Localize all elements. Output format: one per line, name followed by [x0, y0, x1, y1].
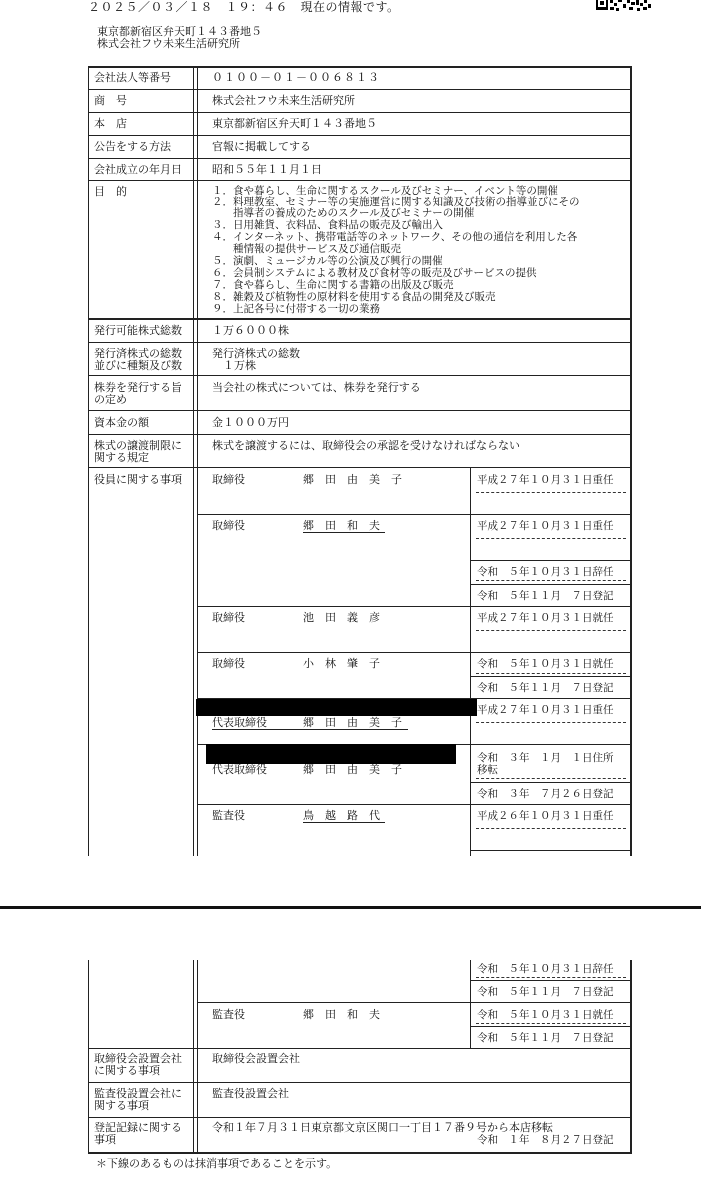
purpose-item: ３．日用雑貨、衣料品、食料品の販売及び輸出入 — [212, 219, 443, 231]
purpose-item: ６．会員制システムによる教材及び食材等の販売及びサービスの提供 — [212, 267, 537, 279]
purpose-item: 種情報の提供サービス及び通信販売 — [212, 243, 401, 255]
officer-record: 令和 ５年１１月 ７日登記 — [477, 590, 614, 602]
officer-record: 移転 — [477, 764, 498, 776]
capital-value: 金１０００万円 — [212, 416, 289, 429]
corp-number-value: ０１００－０１－００６８１３ — [212, 71, 380, 84]
officer-name: 郷 田 和 夫 — [303, 1008, 380, 1021]
issued-shares-value: １万株 — [212, 359, 256, 372]
certificates-label: の定め — [94, 393, 127, 406]
officer-record: 平成２６年１０月３１日重任 — [477, 810, 614, 822]
board-value: 取締役会設置会社 — [212, 1052, 300, 1065]
purpose-item: 指導者の養成のためのスクール及びセミナーの開催 — [212, 207, 475, 219]
purpose-item: ９．上記各号に付帯する一切の業務 — [212, 303, 380, 315]
header-address: 東京都新宿区弁天町１４３番地５ — [97, 25, 262, 38]
certificates-label: 株券を発行する旨 — [94, 381, 182, 394]
issued-shares-label: 発行済株式の総数 — [94, 347, 182, 360]
records-label: 登記記録に関する — [94, 1121, 182, 1134]
purpose-item: ４．インターネット、携帯電話等のネットワーク、その他の通信を利用した各 — [212, 231, 578, 243]
transfer-value: 株式を譲渡するには、取締役会の承認を受けなければならない — [212, 439, 520, 452]
officer-record: 平成２７年１０月３１日就任 — [477, 612, 614, 624]
certificates-value: 当会社の株式については、株券を発行する — [212, 381, 421, 394]
officer-name: 郷 田 由 美 子 — [303, 716, 402, 729]
purpose-item: ８．雑穀及び植物性の原材料を使用する食品の開発及び販売 — [212, 291, 496, 303]
purpose-item: １．食や暮らし、生命に関するスクール及びセミナー、イベント等の開催 — [212, 185, 558, 197]
officer-record: 令和 ３年 ７月２６日登記 — [477, 788, 614, 800]
notice-method-value: 官報に掲載してする — [212, 140, 311, 153]
record-column-divider — [470, 467, 471, 856]
records-value: 令和１年７月３１日東京都文京区関口一丁目１７番９号から本店移転 — [212, 1121, 553, 1134]
officer-title: 取締役 — [212, 519, 245, 532]
established-value: 昭和５５年１１月１日 — [212, 163, 322, 176]
head-office-value: 東京都新宿区弁天町１４３番地５ — [212, 117, 377, 130]
officer-title: 取締役 — [212, 611, 245, 624]
established-label: 会社成立の年月日 — [94, 163, 182, 176]
officer-record: 令和 ５年１１月 ７日登記 — [477, 682, 614, 694]
officer-title: 取締役 — [212, 473, 245, 486]
records-date: 令和 １年 ８月２７日登記 — [477, 1134, 614, 1146]
head-office-label: 本 店 — [94, 117, 127, 130]
purpose-label: 目 的 — [94, 185, 127, 198]
officer-name: 鳥 越 路 代 — [303, 809, 380, 822]
issued-shares-label: 並びに種類及び数 — [94, 359, 182, 372]
issued-shares-value: 発行済株式の総数 — [212, 347, 300, 360]
board-label: 取締役会設置会社 — [94, 1052, 182, 1065]
redaction-bar — [196, 699, 477, 716]
notice-method-label: 公告をする方法 — [94, 140, 171, 153]
qr-code — [596, 0, 652, 12]
officer-title: 代表取締役 — [212, 763, 267, 776]
transfer-label: 関する規定 — [94, 451, 149, 464]
purpose-item: ７．食や暮らし、生命に関する書籍の出版及び販売 — [212, 279, 454, 291]
purpose-item: ５．演劇、ミュージカル等の公演及び興行の開催 — [212, 255, 443, 267]
page-break — [0, 906, 701, 909]
officer-name: 池 田 義 彦 — [303, 611, 380, 624]
officer-record: 令和 ３年 １月 １日住所 — [477, 752, 614, 764]
audit-board-label: 監査役設置会社に — [94, 1087, 182, 1100]
header-company: 株式会社フウ未来生活研究所 — [97, 37, 240, 50]
officers-label: 役員に関する事項 — [94, 473, 182, 486]
officer-record: 令和 ５年１０月３１日辞任 — [477, 963, 614, 975]
officer-record: 令和 ５年１０月３１日就任 — [477, 1009, 614, 1021]
officer-record: 平成２７年１０月３１日重任 — [477, 704, 614, 716]
timestamp: ２０２５／０３／１８ １９：４６ 現在の情報です。 — [88, 0, 400, 14]
authorized-shares-value: １万６０００株 — [212, 324, 289, 337]
officer-record: 令和 ５年１１月 ７日登記 — [477, 1032, 614, 1044]
audit-board-value: 監査役設置会社 — [212, 1087, 289, 1100]
trade-name-value: 株式会社フウ未来生活研究所 — [212, 94, 355, 107]
officer-record: 令和 ５年１１月 ７日登記 — [477, 986, 614, 998]
officer-record: 令和 ５年１０月３１日就任 — [477, 658, 614, 670]
officer-title: 監査役 — [212, 809, 245, 822]
redaction-bar — [206, 744, 456, 764]
footnote: ＊下線のあるものは抹消事項であることを示す。 — [96, 1157, 338, 1170]
officer-record: 平成２７年１０月３１日重任 — [477, 520, 614, 532]
officer-title: 代表取締役 — [212, 716, 267, 729]
capital-label: 資本金の額 — [94, 416, 149, 429]
officer-name: 郷 田 和 夫 — [303, 519, 380, 532]
transfer-label: 株式の譲渡制限に — [94, 439, 182, 452]
officer-name: 郷 田 由 美 子 — [303, 763, 402, 776]
officer-name: 郷 田 由 美 子 — [303, 473, 402, 486]
officer-record: 令和 ５年１０月３１日辞任 — [477, 566, 614, 578]
officer-name: 小 林 肇 子 — [303, 657, 380, 670]
corp-number-label: 会社法人等番号 — [94, 71, 171, 84]
records-label: 事項 — [94, 1133, 116, 1146]
trade-name-label: 商 号 — [94, 94, 127, 107]
officer-title: 監査役 — [212, 1008, 245, 1021]
purpose-item: ２．料理教室、セミナー等の実施運営に関する知識及び技術の指導並びにその — [212, 196, 580, 208]
officer-title: 取締役 — [212, 657, 245, 670]
audit-board-label: 関する事項 — [94, 1099, 149, 1112]
authorized-shares-label: 発行可能株式総数 — [94, 324, 182, 337]
board-label: に関する事項 — [94, 1064, 160, 1077]
officer-record: 平成２７年１０月３１日重任 — [477, 474, 614, 486]
